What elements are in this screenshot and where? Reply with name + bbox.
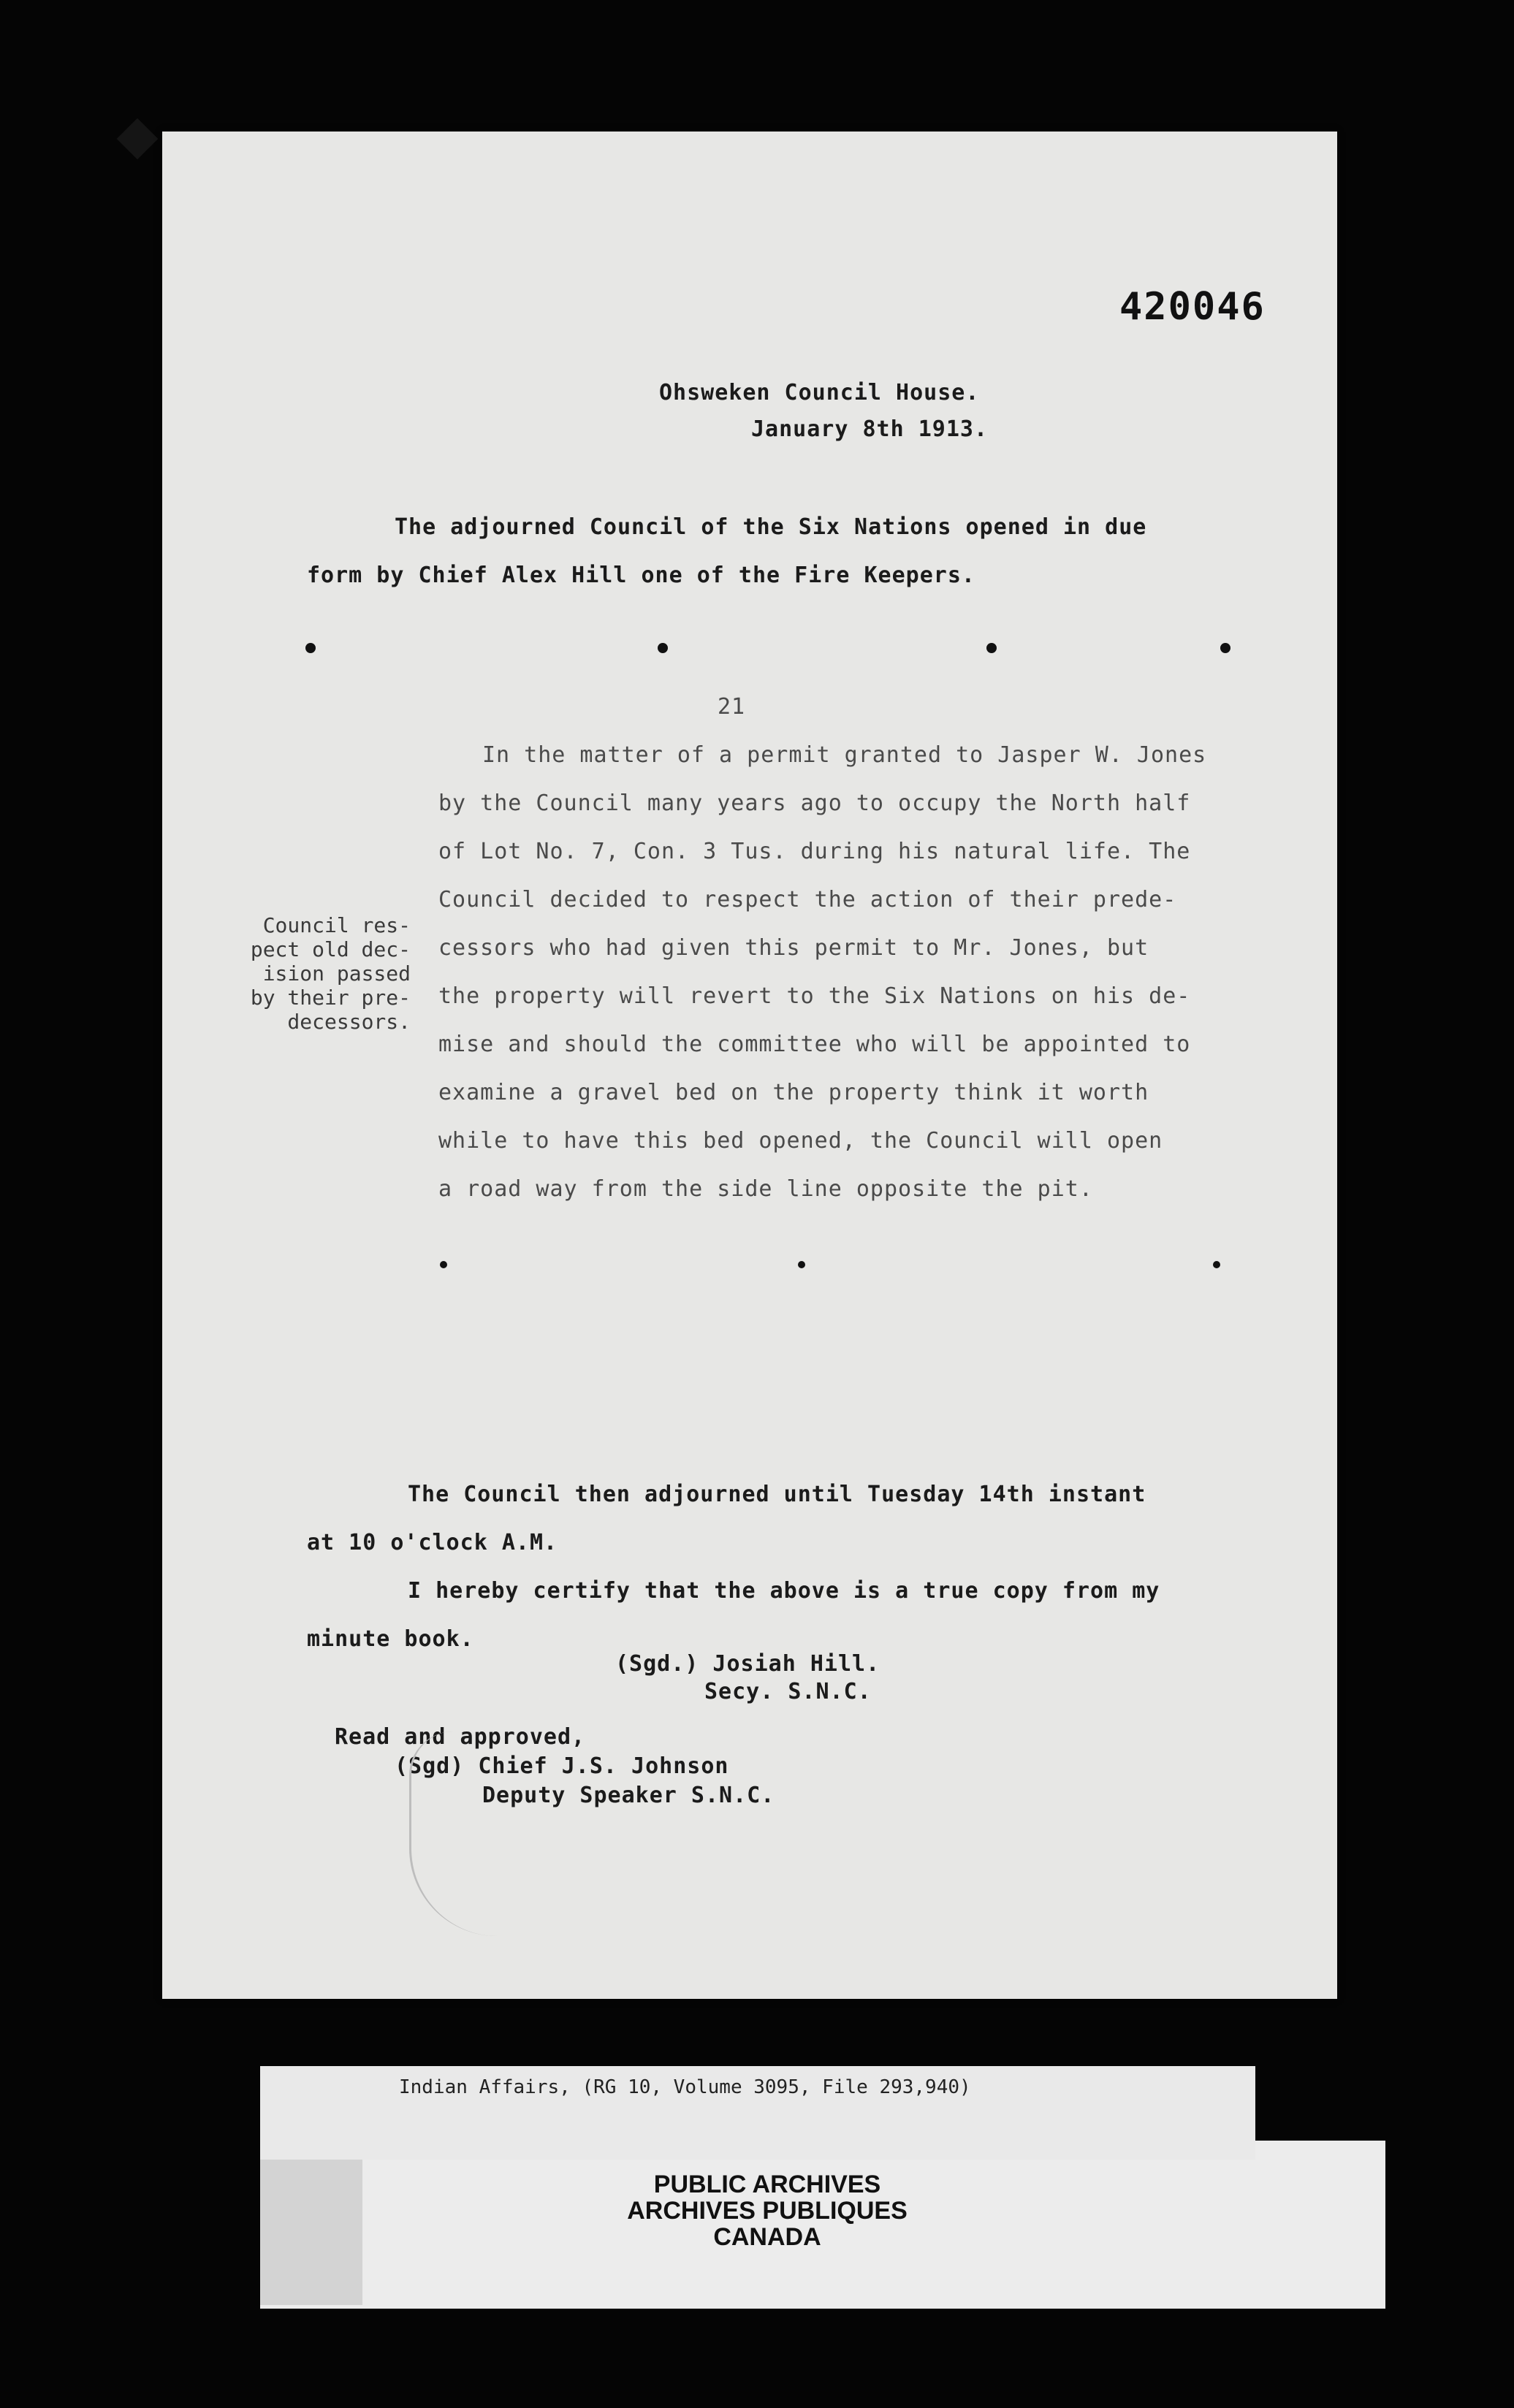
label-tab [260, 2159, 362, 2305]
body-line: by the Council many years ago to occupy the North half [438, 790, 1191, 816]
document-page [162, 132, 1337, 1999]
separator-dot [1220, 643, 1230, 653]
separator-dot [658, 643, 668, 653]
header-place: Ohsweken Council House. [659, 380, 980, 405]
signature-approver-title: Deputy Speaker S.N.C. [482, 1783, 775, 1808]
body-line: Council decided to respect the action of their prede- [438, 887, 1177, 912]
separator-dot [1213, 1261, 1220, 1268]
header-date: January 8th 1913. [751, 416, 989, 442]
separator-dot [305, 643, 316, 653]
body-line: the property will revert to the Six Nations on his de- [438, 983, 1191, 1009]
body-line: examine a gravel bed on the property think it worth [438, 1080, 1149, 1105]
intro-line-2: form by Chief Alex Hill one of the Fire Keepers. [307, 563, 975, 588]
separator-dot [798, 1261, 805, 1268]
archives-stamp [555, 2171, 979, 2250]
signature-secretary-title: Secy. S.N.C. [704, 1679, 872, 1704]
archives-line-3: CANADA [713, 2223, 821, 2251]
body-line: while to have this bed opened, the Council will open [438, 1128, 1163, 1154]
reference-strip [260, 2066, 1255, 2160]
adjourn-line-1: The Council then adjourned until Tuesday 14th instant [408, 1482, 1146, 1507]
body-line: In the matter of a permit granted to Jasper W. Jones [482, 742, 1207, 768]
read-approved: Read and approved, [335, 1724, 586, 1750]
signature-approver: (Sgd) Chief J.S. Johnson [395, 1753, 729, 1779]
corner-mark [117, 118, 159, 160]
intro-line-1: The adjourned Council of the Six Nations opened in due [395, 514, 1147, 540]
document-number: 420046 [1119, 285, 1266, 329]
certify-line-1: I hereby certify that the above is a true copy from my [408, 1578, 1160, 1604]
adjourn-line-2: at 10 o'clock A.M. [307, 1530, 558, 1555]
separator-dot [986, 643, 997, 653]
signature-secretary: (Sgd.) Josiah Hill. [615, 1651, 880, 1677]
body-line: mise and should the committee who will be appointed to [438, 1032, 1191, 1057]
certify-line-2: minute book. [307, 1626, 474, 1652]
body-line: cessors who had given this permit to Mr. Jones, but [438, 935, 1149, 961]
section-number: 21 [718, 694, 746, 720]
archives-line-1: PUBLIC ARCHIVES [653, 2171, 881, 2198]
archives-line-2: ARCHIVES PUBLIQUES [627, 2197, 908, 2225]
archive-reference: Indian Affairs, (RG 10, Volume 3095, File 293,940) [399, 2076, 971, 2098]
body-line: a road way from the side line opposite the pit. [438, 1176, 1093, 1202]
margin-note: Council res- pect old dec- ision passed by their pre- decessors. [250, 913, 411, 1034]
separator-dot [440, 1261, 447, 1268]
body-line: of Lot No. 7, Con. 3 Tus. during his natural life. The [438, 839, 1191, 864]
